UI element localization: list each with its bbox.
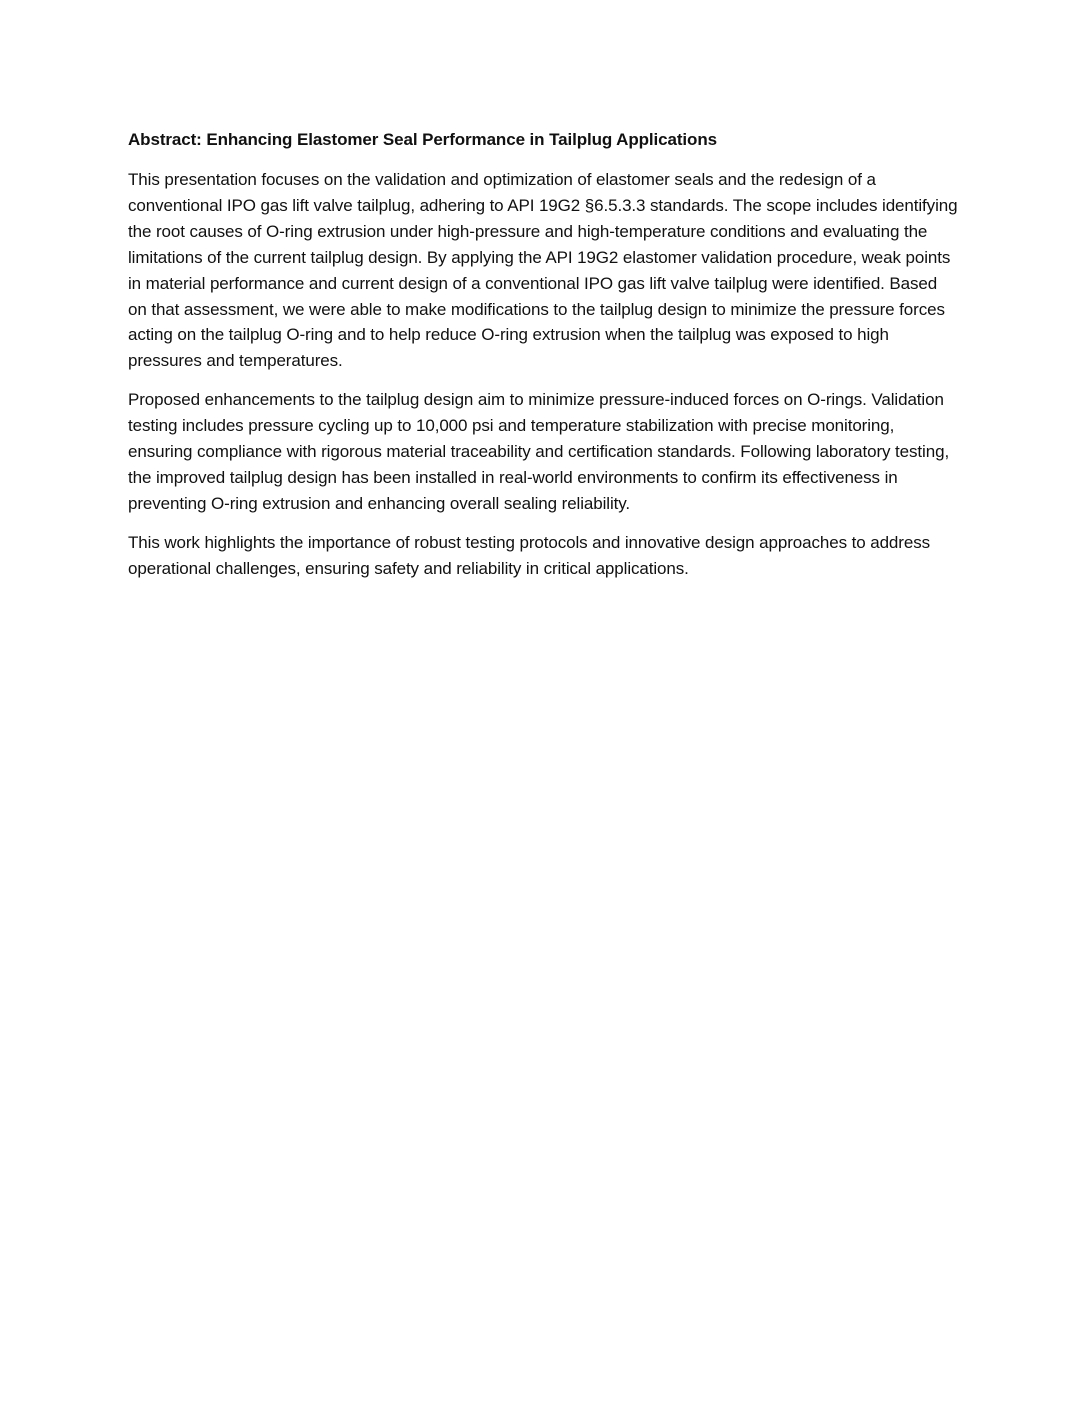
abstract-title: Abstract: Enhancing Elastomer Seal Performance in Tailplug Applications xyxy=(128,130,717,149)
abstract-body xyxy=(128,127,960,595)
paragraph-enhancements: Proposed enhancements to the tailplug design aim to minimize pressure-induced forces on O-rings. Validation testing includes pressure cycling up to 10,000 psi and temperature stabilization with precise monitoring, ensuring compliance with rigorous material traceability and certification standards. Following laboratory testing, the improved tailplug design has been installed in real-world environments to confirm its effectiveness in preventing O-ring extrusion and enhancing overall sealing reliability. xyxy=(128,390,950,513)
paragraph-conclusion: This work highlights the importance of robust testing protocols and innovative design approaches to address operational challenges, ensuring safety and reliability in critical applications. xyxy=(128,532,930,578)
paragraph-intro: This presentation focuses on the validation and optimization of elastomer seals and the redesign of a conventional IPO gas lift valve tailplug, adhering to API 19G2 §6.5.3.3 standards. The scope includes identifying the root causes of O-ring extrusion under high-pressure and high-temperature conditions and evaluating the limitations of the current tailplug design. By applying the API 19G2 elastomer validation procedure, weak points in material performance and current design of a conventional IPO gas lift valve tailplug were identified. Based on that assessment, we were able to make modifications to the tailplug design to minimize the pressure forces acting on the tailplug O-ring and to help reduce O-ring extrusion when the tailplug was exposed to high pressures and temperatures. xyxy=(128,170,958,371)
